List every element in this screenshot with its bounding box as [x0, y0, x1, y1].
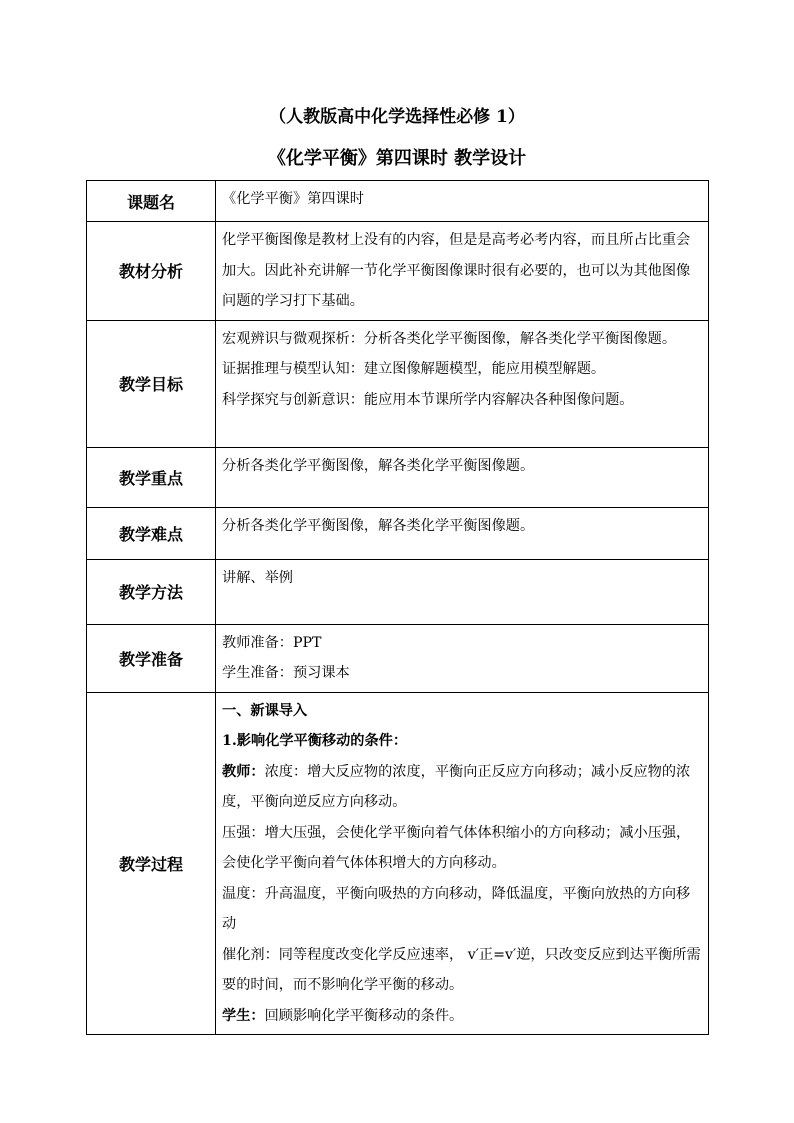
process-student — [222, 1001, 703, 1032]
row-analysis — [87, 222, 709, 321]
topic-value: 《化学平衡》第四课时 — [222, 191, 364, 207]
document-title: 《化学平衡》第四课时 教学设计 — [267, 148, 527, 169]
content-analysis — [216, 222, 709, 321]
row-keypoints — [87, 447, 709, 507]
content-preparation — [216, 624, 709, 692]
lesson-plan-table — [86, 180, 709, 1035]
process-section-heading: 一、新课导入 — [222, 702, 308, 719]
goal-2: 证据推理与模型认知：建立图像解题模型，能应用模型解题。 — [222, 361, 606, 377]
process-catalyst: 催化剂：同等程度改变化学反应速率， v′正=v′逆，只改变反应到达平衡所需要的时间，而不影响化学平衡的移动。 — [222, 946, 701, 993]
label-topic: 课题名 — [87, 181, 216, 222]
goal-1: 宏观辨识与微观探析：分析各类化学平衡图像，解各类化学平衡图像题。 — [222, 330, 677, 347]
process-sub-heading: 1.影响化学平衡移动的条件： — [222, 733, 408, 749]
row-goals — [87, 320, 709, 447]
row-methods — [87, 559, 709, 624]
content-methods — [216, 559, 709, 624]
label-keypoints: 教学重点 — [87, 447, 216, 507]
label-goals: 教学目标 — [87, 320, 216, 447]
preparation-student: 学生准备：预习课本 — [222, 665, 350, 681]
label-analysis: 教材分析 — [87, 222, 216, 321]
label-process: 教学过程 — [87, 692, 216, 1035]
content-topic — [216, 181, 709, 222]
methods-text: 讲解、举例 — [222, 569, 293, 586]
teacher-label: 教师： — [222, 763, 265, 780]
content-keypoints — [216, 447, 709, 507]
row-preparation — [87, 624, 709, 692]
row-difficulties — [87, 507, 709, 559]
difficulties-text: 分析各类化学平衡图像，解各类化学平衡图像题。 — [222, 517, 535, 534]
student-text: 回顾影响化学平衡移动的条件。 — [264, 1007, 464, 1024]
process-temperature: 温度：升高温度，平衡向吸热的方向移动，降低温度，平衡向放热的方向移动 — [222, 885, 691, 932]
document-subtitle: （人教版高中化学选择性必修 1） — [269, 107, 525, 127]
student-label: 学生： — [222, 1007, 265, 1024]
process-concentration — [222, 757, 703, 818]
row-process — [87, 692, 709, 1035]
keypoints-text: 分析各类化学平衡图像，解各类化学平衡图像题。 — [222, 457, 535, 474]
content-difficulties — [216, 507, 709, 559]
label-methods: 教学方法 — [87, 559, 216, 624]
concentration-text: 浓度：增大反应物的浓度，平衡向正反应方向移动；减小反应物的浓度，平衡向逆反应方向移动。 — [222, 763, 691, 810]
preparation-teacher: 教师准备：PPT — [222, 634, 322, 651]
row-topic — [87, 181, 709, 222]
goal-3: 科学探究与创新意识：能应用本节课所学内容解决各种图像问题。 — [222, 391, 634, 408]
analysis-text: 化学平衡图像是教材上没有的内容，但是是高考必考内容，而且所占比重会加大。因此补充讲解一节化学平衡图像课时很有必要的，也可以为其他图像问题的学习打下基础。 — [222, 232, 691, 309]
label-difficulties: 教学难点 — [87, 507, 216, 559]
label-preparation: 教学准备 — [87, 624, 216, 692]
content-goals — [216, 320, 709, 447]
process-pressure: 压强：增大压强，会使化学平衡向着气体体积缩小的方向移动；减小压强，会使化学平衡向着气体体积增大的方向移动。 — [222, 824, 691, 871]
content-process — [216, 692, 709, 1035]
